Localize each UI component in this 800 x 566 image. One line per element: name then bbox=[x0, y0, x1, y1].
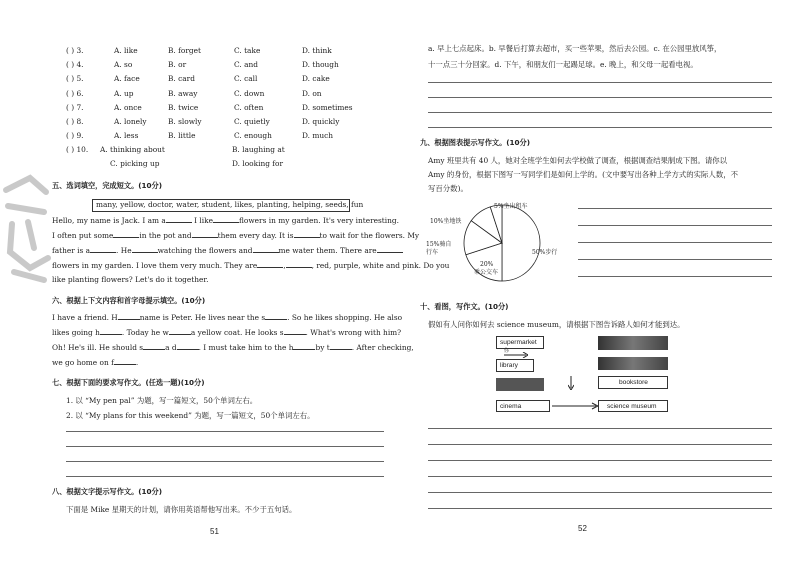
you-are-here: 你 bbox=[504, 348, 510, 354]
pie-label-bike-2: 行车 bbox=[426, 249, 439, 256]
answer-line[interactable] bbox=[578, 225, 772, 226]
passage-text: like planting flowers? Let's do it together. bbox=[52, 275, 209, 284]
choice-option-b: B. twice bbox=[168, 102, 199, 112]
choice-option-a: A. up bbox=[114, 88, 134, 98]
passage-text: a yellow coat. He looks s bbox=[190, 328, 284, 337]
choice-option-d: D. on bbox=[302, 88, 322, 98]
choice-option-d: D. quickly bbox=[302, 117, 340, 126]
q10-option-b: B. laughing at bbox=[232, 145, 285, 154]
blank-line[interactable] bbox=[166, 215, 192, 223]
section-9-line-2: Amy 的身份，根据下图写一写同学们是如何上学的。(文中要写出各种上学方式的实际人数，不 bbox=[428, 170, 738, 179]
blank-line[interactable] bbox=[100, 327, 122, 335]
answer-line[interactable] bbox=[578, 208, 772, 209]
blank-line[interactable] bbox=[132, 245, 158, 253]
choice-option-a: A. once bbox=[114, 102, 142, 112]
passage-text: we go home on f bbox=[52, 358, 114, 367]
answer-line[interactable] bbox=[428, 428, 772, 429]
plan-line-1: a. 早上七点起床。b. 早餐后打算去超市，买一些苹果，然后去公园。c. 在公园里放风筝， bbox=[428, 44, 722, 53]
watermark-stamp bbox=[0, 172, 56, 290]
map-block bbox=[496, 378, 544, 391]
passage-line bbox=[52, 342, 414, 353]
choice-option-d: D. think bbox=[302, 46, 332, 55]
section-10-intro: 假如有人问你如何去 science museum，请根据下图告诉路人如何才能到达。 bbox=[428, 320, 685, 329]
answer-line[interactable] bbox=[428, 492, 772, 493]
blank-line[interactable] bbox=[253, 245, 279, 253]
section-9-title: 九、根据图表提示写作文。(10分) bbox=[420, 138, 531, 147]
blank-line[interactable] bbox=[294, 230, 320, 238]
passage-text: Oh! He's ill. He should s bbox=[52, 343, 144, 352]
choice-number: ( ) 6. bbox=[66, 88, 84, 98]
passage-line bbox=[52, 230, 419, 241]
blank-line[interactable] bbox=[114, 357, 139, 367]
passage-text: . bbox=[135, 358, 139, 367]
choice-option-c: C. take bbox=[234, 46, 261, 55]
right-arrow-icon bbox=[552, 402, 598, 410]
passage-text: by t bbox=[315, 343, 330, 352]
choice-number: ( ) 5. bbox=[66, 74, 84, 84]
passage-line bbox=[52, 357, 138, 368]
answer-line[interactable] bbox=[428, 508, 772, 509]
passage-text: . So he likes shopping. He also bbox=[287, 313, 403, 322]
choice-option-a: A. lonely bbox=[114, 117, 147, 126]
page-number-right: 52 bbox=[578, 524, 587, 533]
blank-line[interactable] bbox=[118, 312, 140, 320]
choice-option-c: C. and bbox=[234, 60, 258, 70]
choice-option-d: D. much bbox=[302, 131, 334, 141]
map-block bbox=[598, 336, 668, 350]
passage-text: flowers in my garden. I love them very much. They are bbox=[52, 261, 258, 270]
blank-line[interactable] bbox=[169, 327, 191, 335]
passage-text: flowers in my garden. It's very interesting. bbox=[238, 216, 399, 225]
answer-line[interactable] bbox=[428, 82, 772, 83]
blank-line[interactable] bbox=[192, 230, 218, 238]
pie-label-subway: 10%坐地铁 bbox=[430, 218, 462, 225]
passage-text: . After checking, bbox=[351, 343, 414, 352]
blank-line[interactable] bbox=[113, 230, 139, 238]
blank-line[interactable] bbox=[177, 342, 199, 350]
blank-line[interactable] bbox=[213, 215, 239, 223]
q10-option-c: C. picking up bbox=[110, 159, 160, 168]
choice-option-a: A. so bbox=[114, 60, 133, 70]
section-10-title: 十、看图，写作文。(10分) bbox=[420, 302, 509, 311]
choice-number: ( ) 4. bbox=[66, 60, 84, 70]
choice-option-c: C. down bbox=[234, 88, 265, 98]
blank-line[interactable] bbox=[377, 245, 403, 253]
passage-text: . I must take him to the h bbox=[198, 343, 294, 352]
answer-line[interactable] bbox=[428, 460, 772, 461]
passage-text: . He bbox=[116, 246, 132, 255]
answer-line[interactable] bbox=[428, 476, 772, 477]
choice-option-c: C. quietly bbox=[234, 117, 270, 126]
passage-text: them every day. It is bbox=[217, 231, 294, 240]
pie-label-bus-pct: 20% bbox=[480, 261, 494, 268]
section-6-title: 六、根据上下文内容和首字母提示填空。(10分) bbox=[52, 296, 206, 305]
map-supermarket: supermarket bbox=[496, 336, 544, 349]
answer-line[interactable] bbox=[66, 431, 384, 432]
map-cinema: cinema bbox=[496, 400, 550, 412]
pie-label-bike-1: 15%骑自 bbox=[426, 241, 452, 248]
pie-label-taxi: 5%坐出租车 bbox=[494, 203, 528, 210]
blank-line[interactable] bbox=[330, 342, 352, 350]
section-8-intro: 下面是 Mike 星期天的计划，请你用英语帮他写出来。不少于五句话。 bbox=[66, 505, 297, 514]
answer-line[interactable] bbox=[578, 259, 772, 260]
passage-line bbox=[52, 215, 399, 226]
pie-slice-0 bbox=[502, 205, 540, 281]
answer-line[interactable] bbox=[428, 97, 772, 98]
choice-option-d: D. though bbox=[302, 60, 339, 70]
choice-option-d: D. cake bbox=[302, 74, 330, 84]
q10-option-a: A. thinking about bbox=[100, 145, 165, 154]
answer-line[interactable] bbox=[66, 446, 384, 447]
passage-line bbox=[52, 275, 208, 285]
answer-line[interactable] bbox=[578, 276, 772, 277]
passage-text: . Today he w bbox=[121, 328, 169, 337]
answer-line[interactable] bbox=[428, 112, 772, 113]
map-science-museum: science museum bbox=[598, 400, 668, 412]
choice-option-a: A. face bbox=[114, 74, 140, 84]
section-9-line-1: Amy 班里共有 40 人，她对全班学生如何去学校做了调查，根据调查结果制成下图。请你以 bbox=[428, 156, 728, 165]
choice-option-c: C. often bbox=[234, 102, 264, 112]
pie-label-walk: 50%步行 bbox=[532, 249, 558, 256]
choice-number: ( ) 3. bbox=[66, 46, 84, 55]
choice-option-a: A. less bbox=[114, 131, 139, 141]
answer-line[interactable] bbox=[428, 444, 772, 445]
passage-text: father is a bbox=[52, 246, 91, 255]
pie-chart bbox=[422, 198, 572, 298]
section-7-title: 七、根据下面的要求写作文。(任选一题)(10分) bbox=[52, 378, 205, 387]
choice-option-b: B. little bbox=[168, 131, 196, 141]
map-bookstore: bookstore bbox=[598, 376, 668, 389]
choice-option-a: A. like bbox=[114, 46, 138, 55]
section-9-line-3: 写百分数)。 bbox=[428, 184, 468, 193]
section-7-q1: 1. 以 “My pen pal” 为题，写一篇短文，50个单词左右。 bbox=[66, 396, 258, 405]
right-page bbox=[400, 0, 800, 566]
plan-line-2: 十一点三十分回家。d. 下午，和朋友们一起踢足球。e. 晚上，和父母一起看电视。 bbox=[428, 60, 698, 69]
section-8-title: 八、根据文字提示写作文。(10分) bbox=[52, 487, 163, 496]
passage-text: me water them. There are bbox=[278, 246, 377, 255]
down-arrow-icon bbox=[568, 376, 574, 390]
passage-line bbox=[52, 245, 403, 256]
answer-line[interactable] bbox=[66, 461, 384, 462]
blank-line[interactable] bbox=[143, 342, 165, 350]
map-block bbox=[598, 357, 668, 370]
choice-option-c: C. enough bbox=[234, 131, 272, 141]
page-number-left: 51 bbox=[210, 527, 219, 536]
answer-line[interactable] bbox=[428, 127, 772, 128]
choice-option-d: D. sometimes bbox=[302, 102, 353, 112]
word-bank: many, yellow, doctor, water, student, likes, planting, helping, seeds, fun bbox=[96, 200, 364, 209]
q10-option-d: D. looking for bbox=[232, 159, 284, 168]
passage-text: a d bbox=[165, 343, 177, 352]
route-map bbox=[492, 332, 670, 418]
choice-number: ( ) 8. bbox=[66, 117, 84, 126]
right-arrow-icon bbox=[504, 352, 528, 358]
passage-text: , bbox=[283, 261, 286, 270]
passage-text: , red, purple, white and pink. Do you bbox=[311, 261, 450, 270]
passage-line bbox=[52, 327, 401, 338]
blank-line[interactable] bbox=[90, 245, 116, 253]
section-7-q2: 2. 以 “My plans for this weekend” 为题，写一篇短文，50个单词左右。 bbox=[66, 411, 315, 420]
choice-option-b: B. away bbox=[168, 88, 198, 98]
choice-number: ( ) 7. bbox=[66, 102, 84, 112]
passage-text: in the pot and bbox=[139, 231, 192, 240]
passage-text: Hello, my name is Jack. I am a bbox=[52, 216, 166, 225]
passage-text: likes going h bbox=[52, 328, 100, 337]
pie-label-bus: 乘公交车 bbox=[474, 269, 499, 276]
passage-text: name is Peter. He lives near the s bbox=[139, 313, 266, 322]
passage-text: watching the flowers and bbox=[157, 246, 253, 255]
blank-line[interactable] bbox=[293, 342, 315, 350]
choice-option-b: B. card bbox=[168, 74, 195, 84]
blank-line[interactable] bbox=[257, 260, 286, 270]
choice-option-b: B. or bbox=[168, 60, 187, 70]
passage-line bbox=[52, 260, 449, 271]
choice-option-c: C. call bbox=[234, 74, 258, 84]
answer-line[interactable] bbox=[578, 242, 772, 243]
blank-line[interactable] bbox=[265, 312, 287, 320]
choice-option-b: B. slowly bbox=[168, 117, 202, 126]
passage-text: . What's wrong with him? bbox=[305, 328, 402, 337]
section-5-title: 五、选词填空，完成短文。(10分) bbox=[52, 181, 163, 190]
passage-text: I have a friend. H bbox=[52, 313, 118, 322]
choice-option-b: B. forget bbox=[168, 46, 201, 55]
passage-text: I often put some bbox=[52, 231, 114, 240]
blank-line[interactable] bbox=[284, 327, 306, 335]
passage-line bbox=[52, 312, 402, 323]
answer-line[interactable] bbox=[66, 476, 384, 477]
choice-number: ( ) 9. bbox=[66, 131, 84, 141]
passage-text: I like bbox=[191, 216, 213, 225]
map-library: library bbox=[496, 359, 534, 372]
blank-line[interactable] bbox=[286, 260, 312, 268]
q10-num: ( ) 10. bbox=[66, 145, 89, 154]
passage-text: to wait for the flowers. My bbox=[319, 231, 420, 240]
